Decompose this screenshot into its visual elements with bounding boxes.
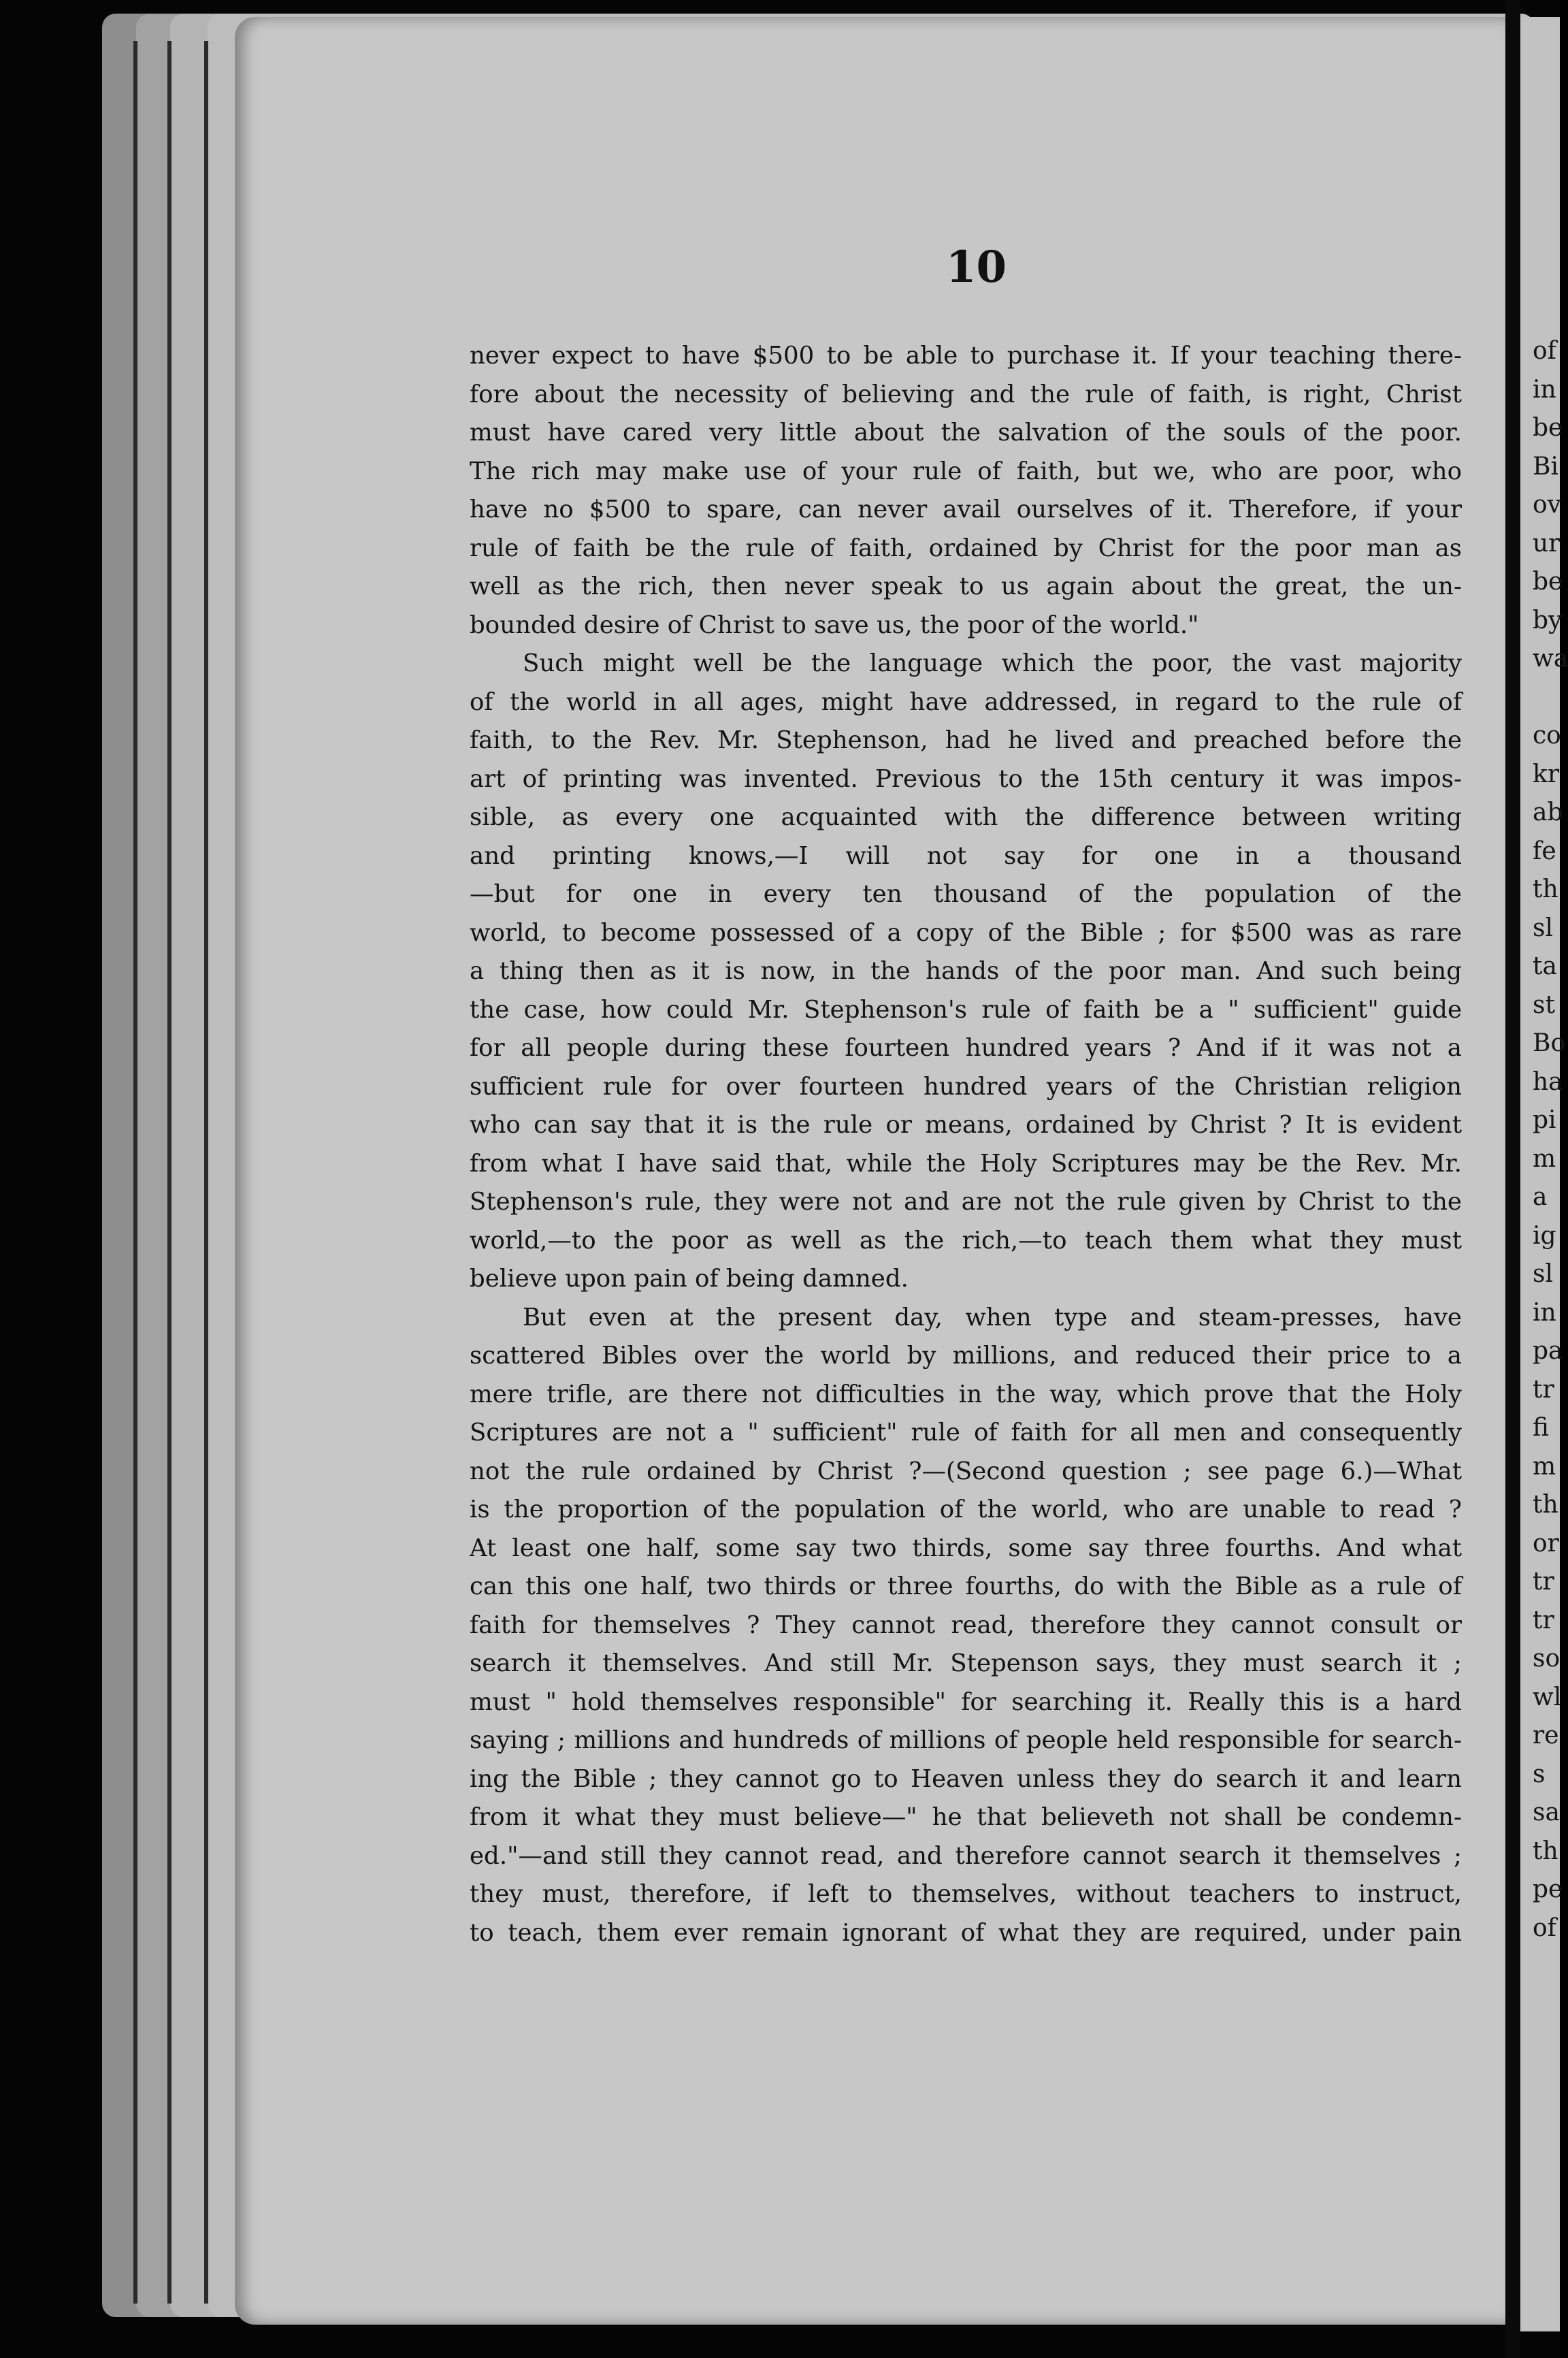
- facing-page-line: pa: [1533, 1337, 1563, 1365]
- facing-page-line: sl: [1533, 1260, 1553, 1288]
- text-line: art of printing was invented. Previous to the 15th century it was impos-: [470, 764, 1462, 793]
- facing-page-line: tr: [1533, 1606, 1554, 1634]
- page-edge-shadow: [204, 41, 208, 2304]
- page-edge-shadow: [133, 41, 137, 2304]
- text-line: the case, how could Mr. Stephenson's rule of faith be a " sufficient" guide: [470, 995, 1462, 1024]
- facing-page-line: m: [1533, 1144, 1556, 1173]
- text-line: can this one half, two thirds or three fourths, do with the Bible as a rule of: [470, 1572, 1462, 1600]
- facing-page-line: of: [1533, 337, 1556, 365]
- text-line: scattered Bibles over the world by millions, and reduced their price to a: [470, 1342, 1462, 1370]
- facing-page-line: th: [1533, 1837, 1558, 1865]
- text-line: sufficient rule for over fourteen hundred years of the Christian religion: [470, 1072, 1462, 1101]
- facing-page-line: ab: [1533, 798, 1563, 826]
- text-line: who can say that it is the rule or means, ordained by Christ ? It is evident: [470, 1111, 1462, 1139]
- text-line: never expect to have $500 to be able to purchase it. If your teaching there-: [470, 342, 1462, 370]
- facing-page-line: th: [1533, 875, 1558, 903]
- facing-page-line: of: [1533, 1913, 1556, 1942]
- text-line: faith, to the Rev. Mr. Stephenson, had he lived and preached before the: [470, 726, 1462, 754]
- facing-page-line: be: [1533, 414, 1563, 442]
- text-line: search it themselves. And still Mr. Stepenson says, they must search it ;: [470, 1649, 1462, 1677]
- text-line: to teach, them ever remain ignorant of what they are required, under pain: [470, 1918, 1462, 1947]
- text-line: sible, as every one acquainted with the difference between writing: [470, 803, 1462, 831]
- book-gutter: [1505, 0, 1520, 2358]
- facing-page-line: Bo: [1533, 1029, 1566, 1057]
- text-line: must " hold themselves responsible" for searching it. Really this is a hard: [470, 1687, 1462, 1716]
- facing-page-line: wa: [1533, 645, 1568, 673]
- text-line: faith for themselves ? They cannot read, therefore they cannot consult or: [470, 1611, 1462, 1639]
- facing-page-line: in: [1533, 1298, 1556, 1327]
- text-line: But even at the present day, when type and steam-presses, have: [523, 1303, 1462, 1331]
- text-line: The rich may make use of your rule of faith, but we, who are poor, who: [470, 457, 1462, 485]
- facing-page-line: be: [1533, 568, 1563, 596]
- facing-page-line: m: [1533, 1452, 1556, 1481]
- text-line: of the world in all ages, might have addressed, in regard to the rule of: [470, 688, 1462, 716]
- text-line: not the rule ordained by Christ ?—(Second question ; see page 6.)—What: [470, 1457, 1462, 1485]
- text-line: a thing then as it is now, in the hands of the poor man. And such being: [470, 957, 1462, 985]
- text-line: world, to become possessed of a copy of the Bible ; for $500 was as rare: [470, 918, 1462, 947]
- text-line: from what I have said that, while the Holy Scriptures may be the Rev. Mr.: [470, 1149, 1462, 1178]
- text-line: —but for one in every ten thousand of the population of the: [470, 880, 1462, 908]
- text-line: Such might well be the language which the poor, the vast majority: [523, 649, 1462, 677]
- text-line: Scriptures are not a " sufficient" rule of faith for all men and consequently: [470, 1419, 1462, 1447]
- facing-page-line: fi: [1533, 1414, 1550, 1442]
- facing-page-line: sl: [1533, 914, 1553, 942]
- facing-page-line: re: [1533, 1722, 1559, 1749]
- facing-page-fragment: [1520, 17, 1568, 2331]
- text-line: and printing knows,—I will not say for one in a thousand: [470, 841, 1462, 870]
- facing-page-line: s: [1533, 1760, 1546, 1788]
- facing-page-line: Bi: [1533, 452, 1558, 481]
- text-line: ing the Bible ; they cannot go to Heaven unless they do search it and learn: [470, 1764, 1462, 1793]
- text-line: they must, therefore, if left to themselves, without teachers to instruct,: [470, 1880, 1462, 1908]
- page-number: 10: [946, 242, 1007, 293]
- text-line: bounded desire of Christ to save us, the poor of the world.": [470, 611, 1199, 639]
- facing-page-line: kr: [1533, 760, 1560, 788]
- facing-page-line: in: [1533, 375, 1556, 404]
- facing-page-line: wl: [1533, 1683, 1562, 1711]
- facing-page-line: ur: [1533, 529, 1561, 558]
- text-line: mere trifle, are there not difficulties in the way, which prove that the Holy: [470, 1380, 1462, 1408]
- facing-page-line: pi: [1533, 1106, 1556, 1134]
- text-line: saying ; millions and hundreds of millions of people held responsible for search-: [470, 1726, 1462, 1754]
- facing-page-line: a: [1533, 1183, 1548, 1211]
- text-line: from it what they must believe—" he that believeth not shall be condemn-: [470, 1803, 1462, 1831]
- facing-page-line: ta: [1533, 952, 1557, 980]
- text-line: well as the rich, then never speak to us again about the great, the un-: [470, 572, 1462, 600]
- facing-page-line: sa: [1533, 1798, 1560, 1826]
- facing-page-line: st: [1533, 990, 1555, 1019]
- facing-page-line: or: [1533, 1529, 1559, 1557]
- page-edge-shadow: [167, 41, 172, 2304]
- facing-page-line: by: [1533, 606, 1563, 634]
- text-line: At least one half, some say two thirds, some say three fourths. And what: [470, 1534, 1462, 1562]
- facing-page-line: so: [1533, 1645, 1561, 1673]
- facing-page-line: ov: [1533, 491, 1562, 519]
- facing-page-line: ha: [1533, 1067, 1563, 1096]
- text-line: world,—to the poor as well as the rich,—to teach them what they must: [470, 1226, 1462, 1255]
- text-line: for all people during these fourteen hundred years ? And if it was not a: [470, 1034, 1462, 1062]
- text-line: ed."—and still they cannot read, and therefore cannot search it themselves ;: [470, 1841, 1462, 1870]
- text-line: is the proportion of the population of the world, who are unable to read ?: [470, 1496, 1462, 1523]
- facing-page-line: ig: [1533, 1221, 1556, 1250]
- text-line: must have cared very little about the salvation of the souls of the poor.: [470, 419, 1462, 447]
- body-text: [470, 337, 1462, 1952]
- facing-page-line: pe: [1533, 1875, 1563, 1903]
- text-line: have no $500 to spare, can never avail ourselves of it. Therefore, if your: [470, 496, 1462, 523]
- facing-page-line: fe: [1533, 837, 1556, 865]
- facing-page-line: tr: [1533, 1375, 1554, 1404]
- text-line: believe upon pain of being damned.: [470, 1265, 909, 1293]
- facing-page-line: co: [1533, 722, 1561, 749]
- facing-page-line: tr: [1533, 1568, 1554, 1596]
- text-line: Stephenson's rule, they were not and are not the rule given by Christ to the: [470, 1188, 1462, 1216]
- text-line: rule of faith be the rule of faith, ordained by Christ for the poor man as: [470, 534, 1462, 562]
- text-line: fore about the necessity of believing and the rule of faith, is right, Christ: [470, 380, 1462, 408]
- facing-page-line: th: [1533, 1491, 1558, 1519]
